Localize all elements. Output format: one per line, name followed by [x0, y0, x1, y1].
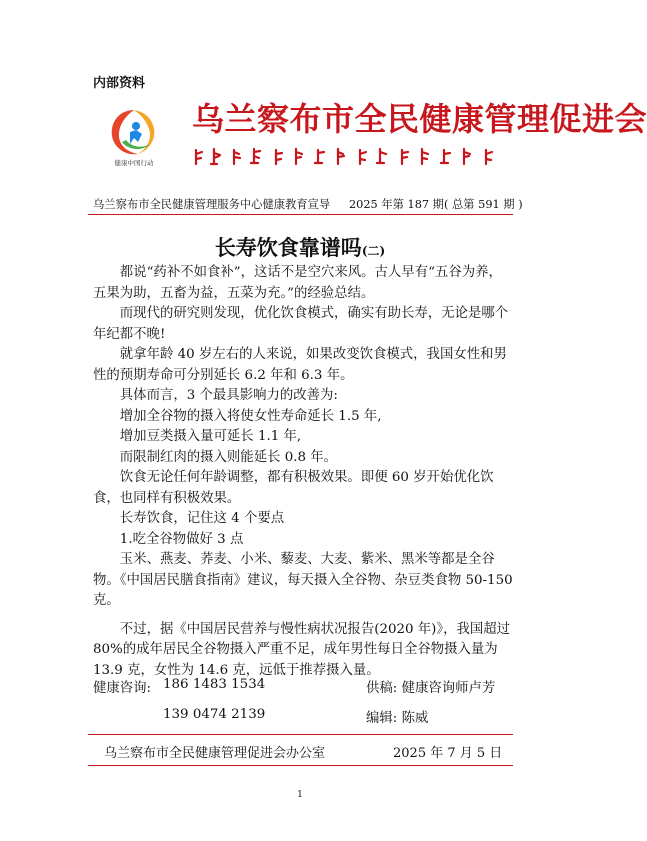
section-heading: 长寿饮食，记住这 4 个要点 [119, 511, 285, 526]
article-subtitle: (二) [361, 244, 386, 258]
consult-phone-2: 139 0474 2139 [163, 707, 266, 722]
author-line [366, 677, 495, 696]
publisher-name: 乌兰察布市全民健康管理服务中心健康教育宣导 [93, 198, 331, 211]
health-china-logo [104, 102, 164, 162]
footer-divider-bottom [88, 765, 513, 766]
paragraph: 具体而言，3 个最具影响力的改善为: [119, 388, 338, 403]
author-label: 供稿: [366, 681, 398, 696]
publication-header [93, 196, 523, 212]
subsection-heading: 1.吃全谷物做好 3 点 [119, 531, 244, 547]
header-divider [88, 214, 513, 215]
paragraph: 而限制红肉的摄入则能延长 0.8 年。 [119, 449, 338, 465]
editor-line [366, 707, 428, 726]
article-body [93, 263, 513, 681]
paragraph: 增加豆类摄入量可延长 1.1 年, [119, 429, 302, 444]
paragraph: 都说“药补不如食补”，这话不是空穴来风。古人早有“五谷为养，五果为助，五畜为益，五菜为充。”的经验总结。 [93, 265, 502, 301]
editor-name: 陈威 [401, 711, 429, 726]
paragraph: 就拿年龄 40 岁左右的人来说，如果改变饮食模式，我国女性和男性的预期寿命可分别延长 6.2 年和 6.3 年。 [93, 347, 507, 383]
paragraph: 饮食无论任何年龄调整，都有积极效果。即便 60 岁开始优化饮食，也同样有积极效果。 [93, 470, 494, 506]
internal-material-label: 内部资料 [93, 76, 146, 91]
author-name: 健康咨询师卢芳 [401, 681, 496, 696]
footer-divider-top [88, 734, 513, 735]
issue-number: 2025 年第 187 期( 总第 591 期 ) [349, 198, 523, 211]
paragraph: 玉米、燕麦、荞麦、小米、藜麦、大麦、紫米、黑米等都是全谷物。《中国居民膳食指南》建议，每天摄入全谷物、杂豆类食物 50-150 克。 [93, 552, 513, 608]
editor-label: 编辑: [366, 711, 398, 726]
article-title-text: 长寿饮食靠谱吗 [214, 235, 362, 260]
logo-caption: 健康中国行动 [114, 159, 154, 167]
footer-date: 2025 年 7 月 5 日 [393, 746, 503, 761]
page-number: 1 [297, 790, 303, 800]
mongolian-script-title [192, 146, 497, 166]
paragraph: 而现代的研究则发现，优化饮食模式，确实有助长寿，无论是哪个年纪都不晚! [93, 306, 509, 342]
consult-label: 健康咨询: [93, 681, 152, 696]
footer-office: 乌兰察布市全民健康管理促进会办公室 [104, 746, 326, 761]
paragraph: 增加全谷物的摄入将使女性寿命延长 1.5 年, [119, 408, 382, 424]
paragraph: 不过，据《中国居民营养与慢性病状况报告(2020 年)》，我国超过 80%的成年居民全谷物摄入严重不足，成年男性每日全谷物摄入量为 13.9 克，女性为 14.6 克，远低于推荐摄入量。 [93, 621, 511, 678]
organization-title: 乌兰察布市全民健康管理促进会 [192, 100, 647, 138]
article-title [0, 232, 600, 262]
consult-phone-1: 186 1483 1534 [163, 677, 266, 692]
